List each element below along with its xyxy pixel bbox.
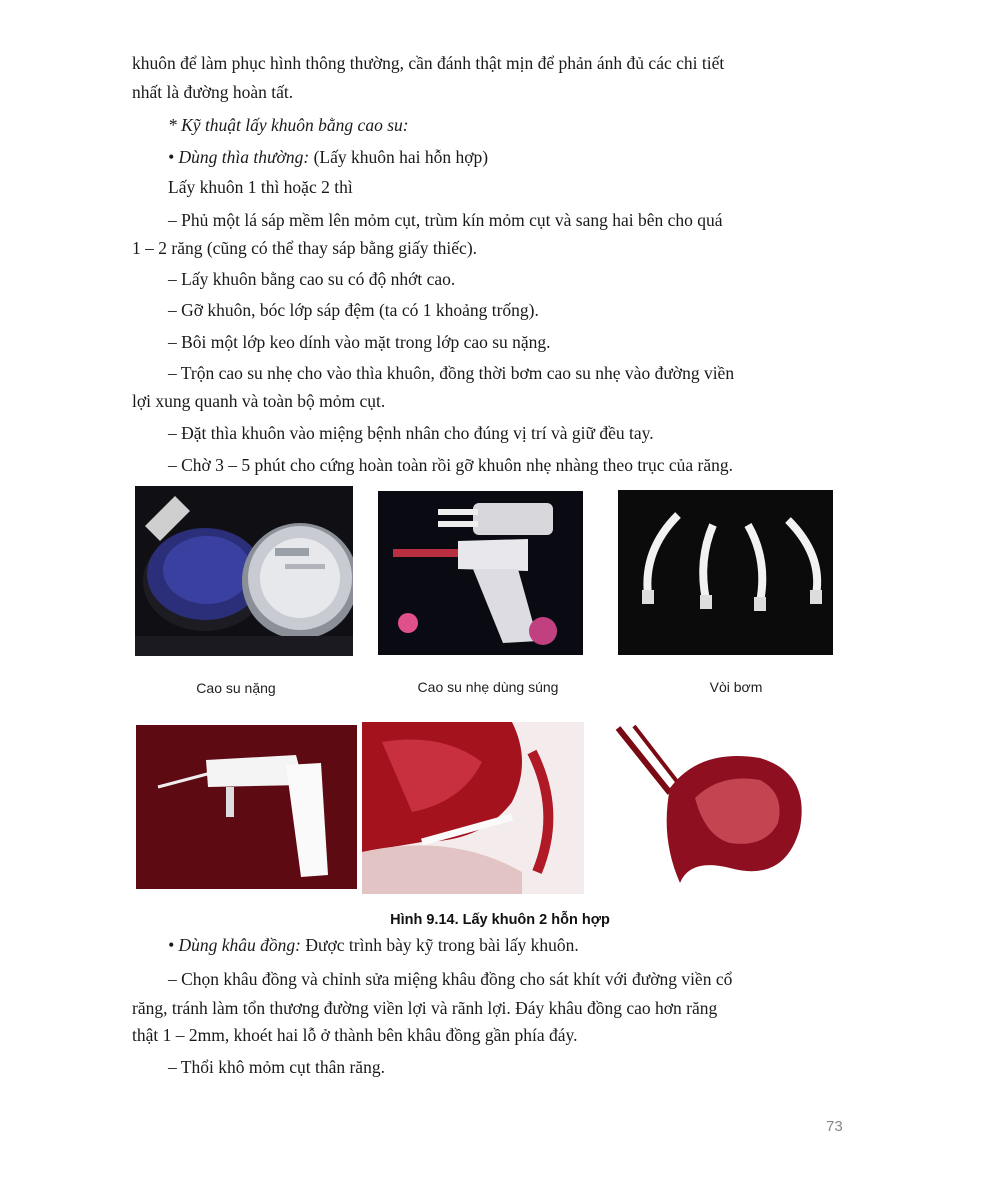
section-heading: * Kỹ thuật lấy khuôn bằng cao su: — [168, 115, 409, 135]
body-line: nhất là đường hoàn tất. — [132, 82, 294, 102]
body-line: – Thổi khô mỏm cụt thân răng. — [168, 1057, 385, 1077]
subheading-note: Được trình bày kỹ trong bài lấy khuôn. — [301, 935, 579, 955]
caption-light-body-gun: Cao su nhẹ dùng súng — [417, 679, 559, 695]
body-line: răng, tránh làm tổn thương đường viền lợi và rãnh lợi. Đáy khâu đồng cao hơn răng — [132, 998, 718, 1018]
body-line: – Chờ 3 – 5 phút cho cứng hoàn toàn rồi gỡ khuôn nhẹ nhàng theo trục của răng. — [168, 455, 734, 475]
light-body-gun-photo — [378, 491, 583, 655]
injecting-impression-photo — [362, 722, 584, 894]
subheading-note: (Lấy khuôn hai hỗn hợp) — [309, 147, 489, 167]
mixing-tips-photo — [618, 490, 833, 655]
body-line: – Đặt thìa khuôn vào miệng bệnh nhân cho đúng vị trí và giữ đều tay. — [168, 423, 654, 443]
body-line: – Lấy khuôn bằng cao su có độ nhớt cao. — [168, 269, 456, 289]
body-line: – Phủ một lá sáp mềm lên mỏm cụt, trùm kín mỏm cụt và sang hai bên cho quá — [168, 210, 723, 230]
dispensing-gun-photo — [136, 725, 357, 889]
body-line: khuôn để làm phục hình thông thường, cần đánh thật mịn để phản ánh đủ các chi tiết — [132, 53, 725, 73]
body-line: – Chọn khâu đồng và chỉnh sửa miệng khâu đồng cho sát khít với đường viền cổ — [168, 969, 733, 989]
body-line: thật 1 – 2mm, khoét hai lỗ ở thành bên khâu đồng gần phía đáy. — [132, 1025, 578, 1045]
body-line: – Gỡ khuôn, bóc lớp sáp đệm (ta có 1 khoảng trống). — [168, 300, 539, 320]
body-line: – Trộn cao su nhẹ cho vào thìa khuôn, đồng thời bơm cao su nhẹ vào đường viền — [168, 363, 735, 383]
subheading-line — [168, 930, 768, 960]
figure-title: Hình 9.14. Lấy khuôn 2 hỗn hợp — [390, 912, 610, 928]
subheading-line — [168, 142, 768, 172]
impression-tray-photo — [600, 718, 813, 890]
heavy-putty-jars-photo — [135, 486, 353, 656]
caption-heavy-putty: Cao su nặng — [196, 680, 276, 696]
body-line: Lấy khuôn 1 thì hoặc 2 thì — [168, 177, 353, 197]
subheading-term: • Dùng thìa thường: — [168, 147, 310, 167]
body-line: – Bôi một lớp keo dính vào mặt trong lớp cao su nặng. — [168, 332, 551, 352]
subheading-term: • Dùng khâu đồng: — [168, 935, 301, 955]
page-number: 73 — [826, 1118, 843, 1135]
body-line: 1 – 2 răng (cũng có thể thay sáp bằng giấy thiếc). — [132, 238, 478, 258]
body-line: lợi xung quanh và toàn bộ mỏm cụt. — [132, 391, 386, 411]
caption-mixing-tip: Vòi bơm — [709, 679, 763, 695]
